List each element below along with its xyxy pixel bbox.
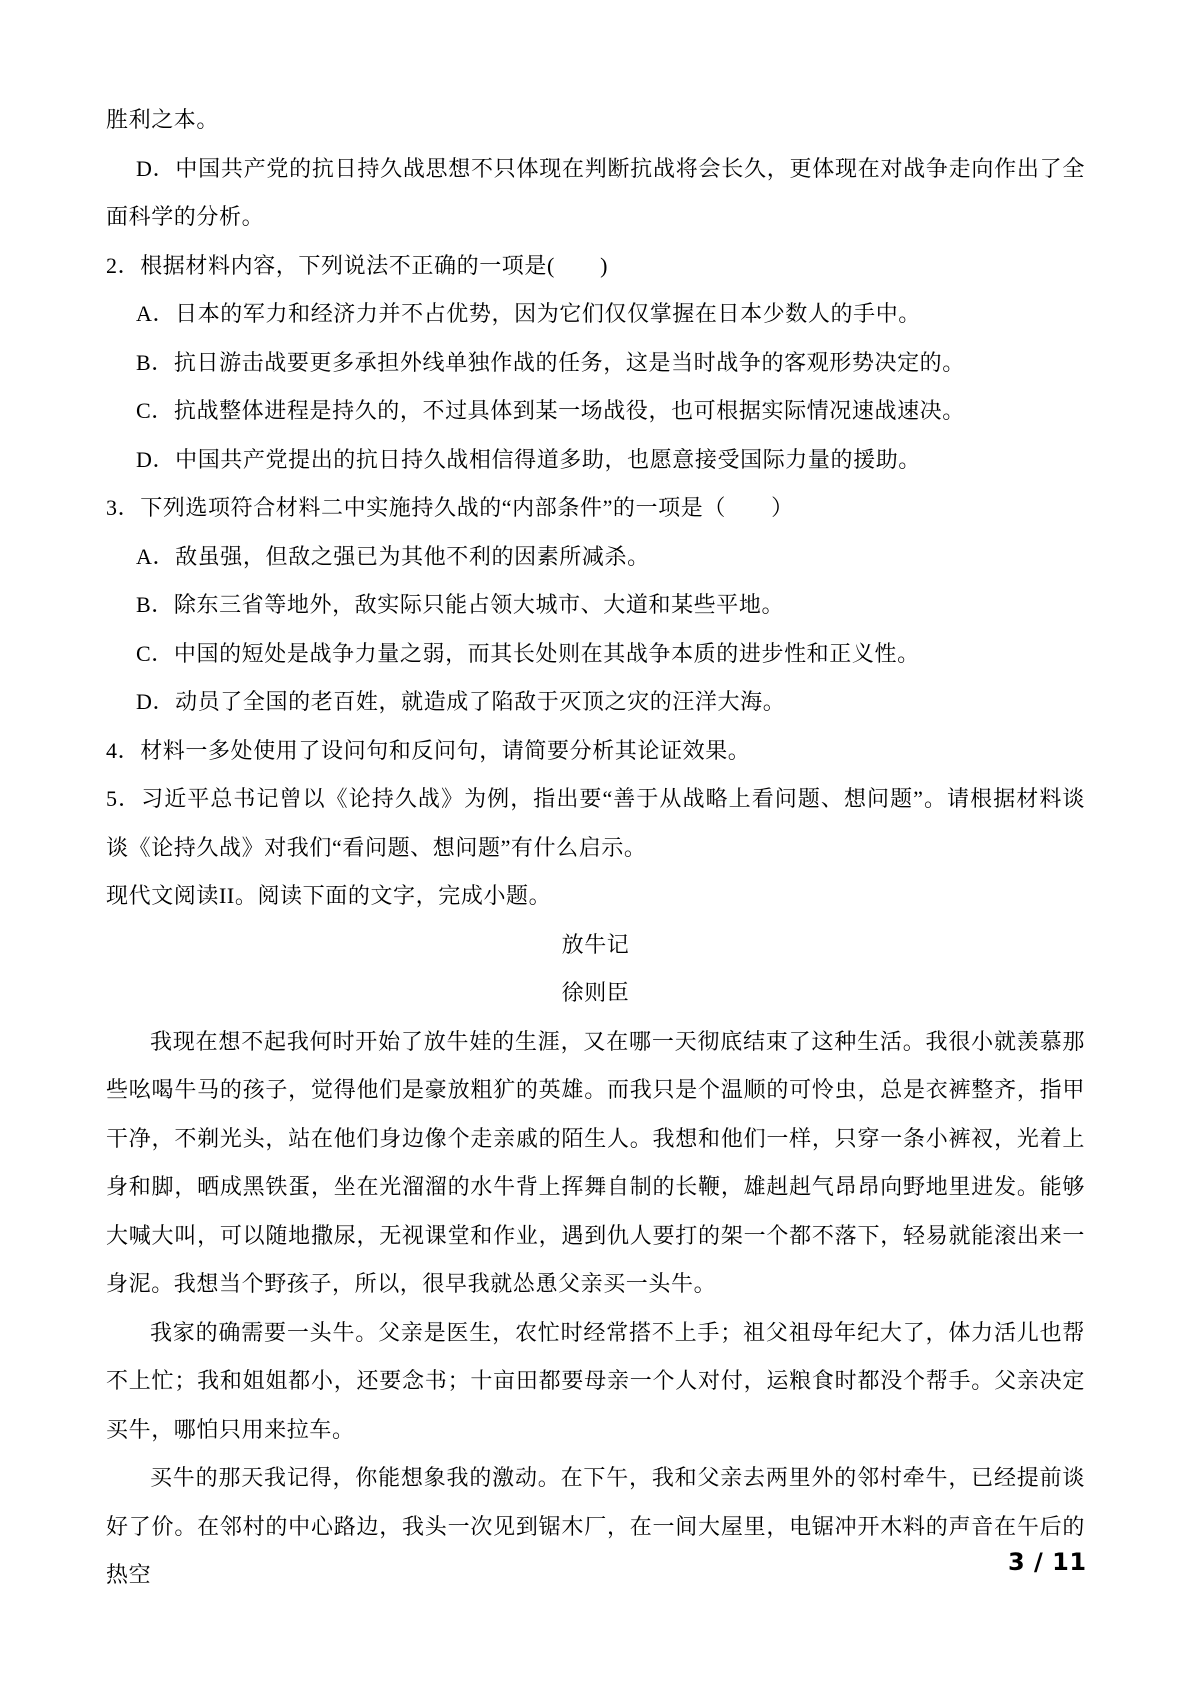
question2-stem: 2．根据材料内容，下列说法不正确的一项是( ) xyxy=(106,252,609,278)
reading-author: 徐则臣 xyxy=(561,980,630,1005)
question3-option-c: C．中国的短处是战争力量之弱，而其长处则在其战争本质的进步性和正义性。 xyxy=(136,640,920,666)
question1-option-d: D．中国共产党的抗日持久战思想不只体现在判断抗战将会长久，更体现在对战争走向作出了全面科学的分析。 xyxy=(106,155,1085,229)
reading-title: 放牛记 xyxy=(561,931,630,957)
question2-option-a: A．日本的军力和经济力并不占优势，因为它们仅仅掌握在日本少数人的手中。 xyxy=(136,301,921,326)
question3-stem: 3．下列选项符合材料二中实施持久战的“内部条件”的一项是（ ） xyxy=(106,495,794,520)
question5-stem: 5．习近平总书记曾以《论持久战》为例，指出要“善于从战略上看问题、想问题”。请根据材料谈谈《论持久战》对我们“看问题、想问题”有什么启示。 xyxy=(106,786,1085,860)
question4-stem: 4．材料一多处使用了设问句和反问句，请简要分析其论证效果。 xyxy=(106,737,751,763)
question2-option-c: C．抗战整体进程是持久的，不过具体到某一场战役，也可根据实际情况速战速决。 xyxy=(136,398,965,423)
reading-paragraph-2: 我家的确需要一头牛。父亲是医生，农忙时经常搭不上手；祖父祖母年纪大了，体力活儿也帮不上忙；我和姐姐都小，还要念书；十亩田都要母亲一个人对付，运粮食时都没个帮手。父亲决定买牛，哪怕只用来拉车。 xyxy=(106,1319,1085,1442)
page-number: 3 / 11 xyxy=(1008,1548,1087,1576)
section-header: 现代文阅读II。阅读下面的文字，完成小题。 xyxy=(106,883,552,908)
question3-option-a: A．敌虽强，但敌之强已为其他不利的因素所减杀。 xyxy=(136,543,650,569)
reading-paragraph-3: 买牛的那天我记得，你能想象我的激动。在下午，我和父亲去两里外的邻村牵牛，已经提前谈好了价。在邻村的中心路边，我头一次见到锯木厂，在一间大屋里，电锯冲开木料的声音在午后的热空 xyxy=(106,1465,1085,1587)
carryover-line: 胜利之本。 xyxy=(106,107,220,132)
reading-paragraph-1: 我现在想不起我何时开始了放牛娃的生涯，又在哪一天彻底结束了这种生活。我很小就羡慕那些吆喝牛马的孩子，觉得他们是豪放粗犷的英雄。而我只是个温顺的可怜虫，总是衣裤整齐，指甲干净，不剃光头，站在他们身边像个走亲戚的陌生人。我想和他们一样，只穿一条小裤衩，光着上身和脚，晒成黑铁蛋，坐在光溜溜的水牛背上挥舞自制的长鞭，雄赳赳气昂昂向野地里进发。能够大喊大叫，可以随地撒尿，无视课堂和作业，遇到仇人要打的架一个都不落下，轻易就能滚出来一身泥。我想当个野孩子，所以，很早我就怂恿父亲买一头牛。 xyxy=(106,1028,1085,1296)
question3-option-b: B．除东三省等地外，敌实际只能占领大城市、大道和某些平地。 xyxy=(136,592,785,617)
document-body xyxy=(106,96,1085,1600)
question2-option-d: D．中国共产党提出的抗日持久战相信得道多助，也愿意接受国际力量的援助。 xyxy=(136,446,921,472)
question3-option-d: D．动员了全国的老百姓，就造成了陷敌于灭顶之灾的汪洋大海。 xyxy=(136,689,786,714)
question2-option-b: B．抗日游击战要更多承担外线单独作战的任务，这是当时战争的客观形势决定的。 xyxy=(136,349,965,375)
